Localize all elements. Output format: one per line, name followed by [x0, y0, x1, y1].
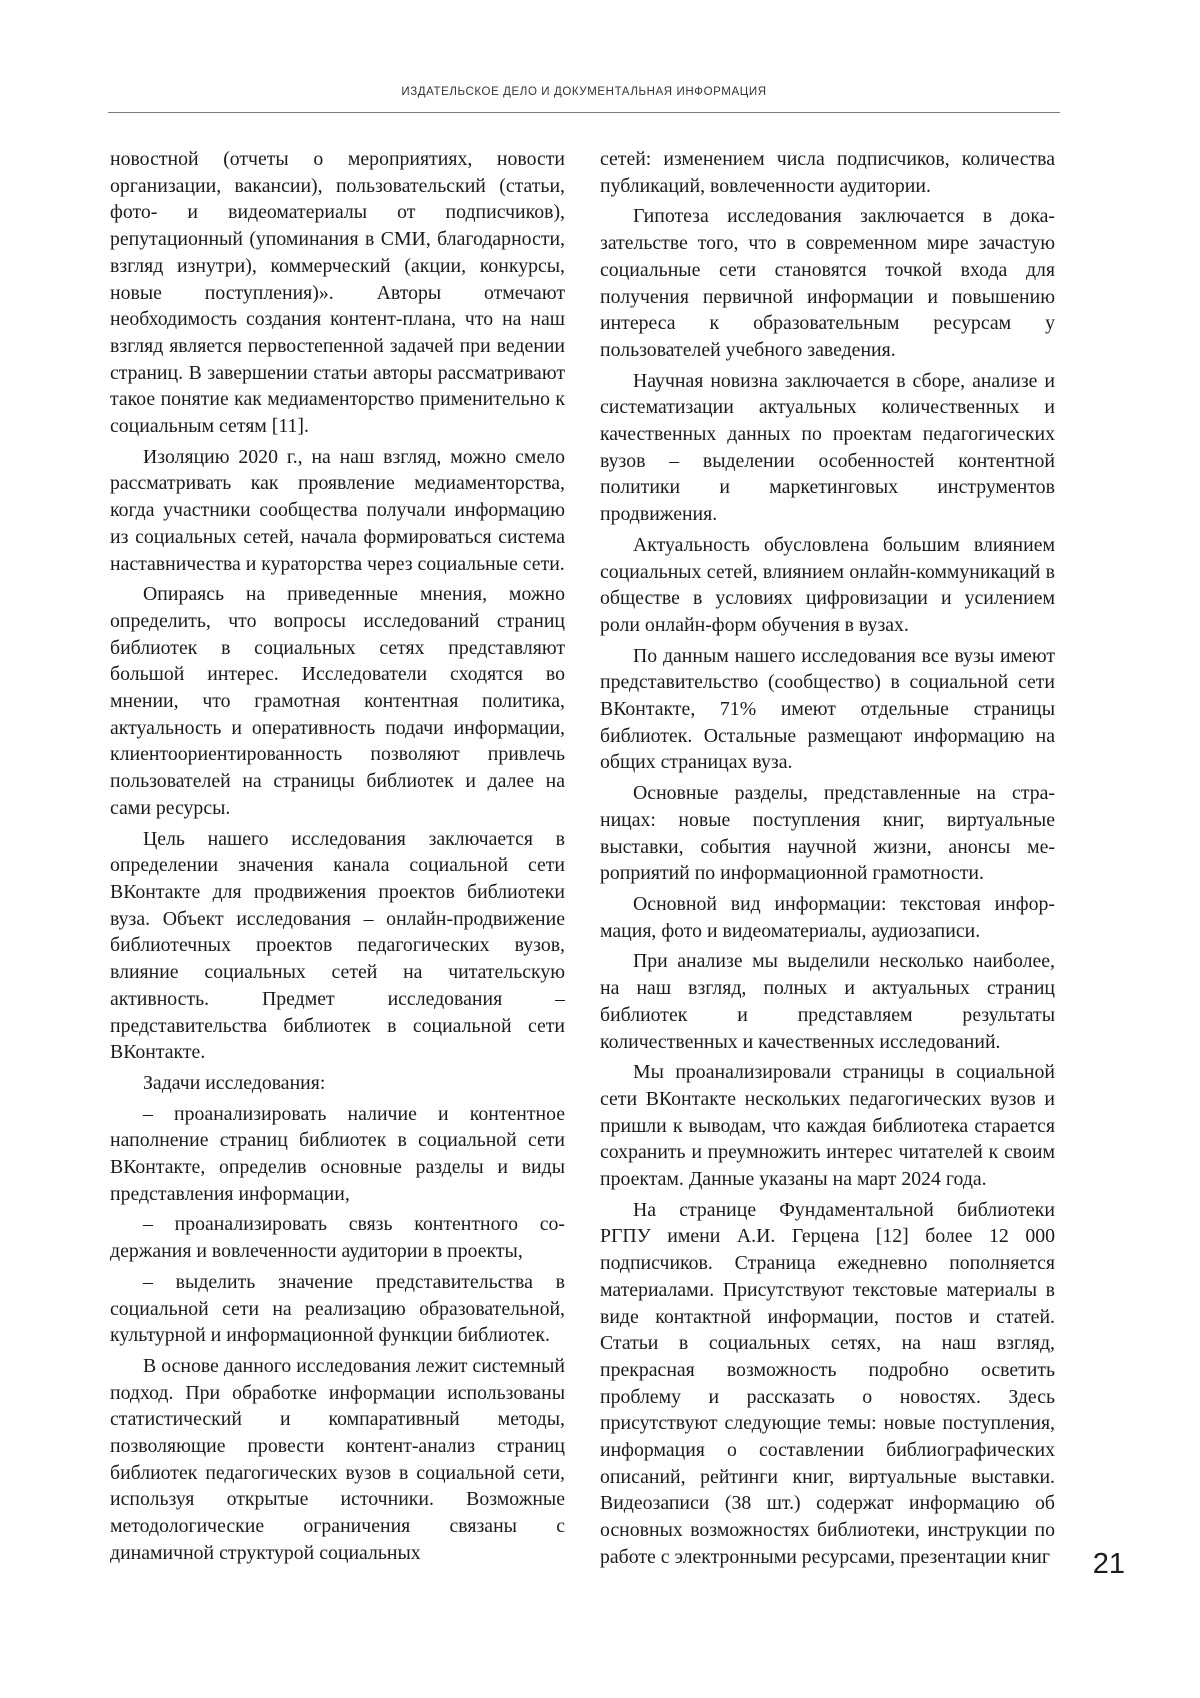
paragraph: Научная новизна заключается в сборе, анализе и систематизации актуальных количественных и качественных данных по проектам педагогических вузов – выделении особенностей контентной политики и маркетинговых инструментов продвижения.: [600, 369, 1055, 526]
paragraph: По данным нашего исследования все вузы имеют представительство (сообщество) в социальной сети ВКонтакте, 71% имеют отдельные страницы библиотек. Остальные размещают информацию на общих страницах вуза.: [600, 644, 1055, 774]
paragraph: Гипотеза исследования заключается в доказательстве того, что в современном мире зачастую социальные сети становятся точкой входа для получения первичной информации и повышению интереса к образовательным ресурсам у пользователей учебного заведения.: [600, 205, 1055, 361]
right-column: [600, 146, 1055, 1606]
list-item: – проанализировать связь контентного содержания и вовлеченности аудитории в проекты,: [110, 1213, 565, 1263]
paragraph: Цель нашего исследования заключается в определении значения канала социальной сети ВКонтакте для продвижения проектов библиотеки вуза. Объект исследования – онлайн-продвижение библиотечных проектов педагогических вузов, влияние социальных сетей на читательскую активность. Предмет исследования – представительства библиотек в социальной сети ВКонтакте.: [110, 827, 565, 1064]
paragraph: Задачи исследования:: [143, 1071, 326, 1094]
header-rule: [108, 112, 1060, 113]
paragraph: При анализе мы выделили несколько наиболее, на наш взгляд, полных и актуальных страниц библиотек и представляем результаты количественных и качественных исследований.: [600, 950, 1055, 1053]
paragraph: сетей: изменением числа подписчиков, количества публикаций, вовлеченности аудитории.: [600, 148, 1055, 197]
running-header: ИЗДАТЕЛЬСКОЕ ДЕЛО И ДОКУМЕНТАЛЬНАЯ ИНФОРМАЦИЯ: [401, 86, 767, 98]
paragraph: Актуальность обусловлена большим влиянием социальных сетей, влиянием онлайн-коммуникаций в обществе в условиях цифровизации и усилением роли онлайн-форм обучения в вузах.: [600, 533, 1055, 636]
paragraph: новостной (отчеты о мероприятиях, новости организации, вакансии), пользовательский (статьи, фото- и видеоматериалы от подписчиков), репутационный (упоминания в СМИ, благодарности, взгляд изнутри), коммерческий (акции, конкурсы, новые поступления)». Авторы отмечают необходимость создания контент-плана, что на наш взгляд является первостепенной задачей при ведении страниц. В завершении статьи авторы рассматривают такое понятие как медиаменторство применительно к социальным сетям [11].: [110, 148, 565, 438]
paragraph: Основной вид информации: текстовая информация, фото и видеоматериалы, аудиозаписи.: [600, 892, 1055, 942]
paragraph: Опираясь на приведенные мнения, можно определить, что вопросы исследований страниц библиотек в социальных сетях представляют большой интерес. Исследователи сходятся во мнении, что грамотная контентная политика, актуальность и оперативность подачи информации, клиентоориентированность позволяют привлечь пользователей на страницы библиотек и далее на сами ресурсы.: [110, 583, 565, 819]
paragraph: Мы проанализировали страницы в социальной сети ВКонтакте нескольких педагогических вузов и пришли к выводам, что каждая библиотека старается сохранить и преумножить интерес читателей к своим проектам. Данные указаны на март 2024 года.: [600, 1061, 1055, 1191]
paragraph: Основные разделы, представленные на страницах: новые поступления книг, виртуальные выставки, события научной жизни, анонсы мероприятий по информационной грамотности.: [600, 782, 1055, 885]
page-number: 21: [1092, 1548, 1125, 1580]
paragraph: Изоляцию 2020 г., на наш взгляд, можно смело рассматривать как проявление медиаменторства, когда участники сообщества получали информацию из социальных сетей, начала формироваться система наставничества и кураторства через социальные сети.: [110, 445, 565, 575]
paragraph: На странице Фундаментальной библиотеки РГПУ имени А.И. Герцена [12] более 12 000 подписчиков. Страница ежедневно пополняется материалами. Присутствуют текстовые материалы в виде контактной информации, постов и статей. Статьи в социальных сетях, на наш взгляд, прекрасная возможность подробно осветить проблему и рассказать о новостях. Здесь присутствуют следующие темы: новые поступления, информация о составлении библиографических описаний, рейтинги книг, виртуальные выставки. Видеозаписи (38 шт.) содержат информацию об основных возможностях библиотеки, инструкции по работе с электронными ресурсами, презентации книг: [600, 1198, 1055, 1568]
list-item: – выделить значение представительства в социальной сети на реализацию образовательной, культурной и информационной функции библиотек.: [110, 1270, 565, 1347]
paragraph: В основе данного исследования лежит системный подход. При обработке информации использованы статистический и компаративный методы, позволяющие провести контент-анализ страниц библиотек педагогических вузов в социальной сети, используя открытые источники. Возможные методологические ограничения связаны с динамичной структурой социальных: [110, 1354, 565, 1564]
list-item: – проанализировать наличие и контентное наполнение страниц библиотек в социальной сети ВКонтакте, определив основные разделы и виды представления информации,: [110, 1102, 565, 1205]
left-column: [110, 146, 565, 1606]
